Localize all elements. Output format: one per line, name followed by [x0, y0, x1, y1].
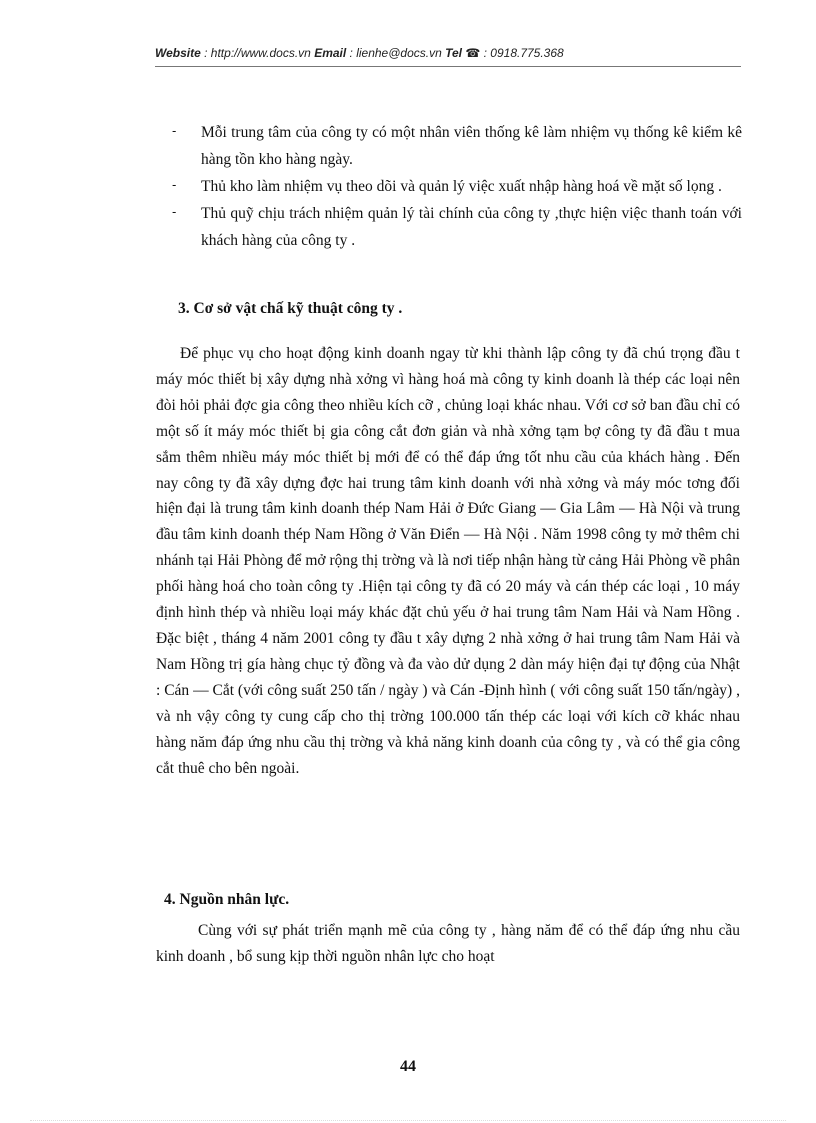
bullet-text: Thủ quỹ chịu trách nhiệm quản lý tài chính của công ty ,thực hiện việc thanh toán với khách hàng của công ty . [201, 205, 742, 249]
bullet-list [172, 119, 742, 254]
header-divider [155, 66, 741, 67]
bullet-item [172, 200, 742, 254]
section-3-paragraph: Để phục vụ cho hoạt động kinh doanh ngay từ khi thành lập công ty đã chú trọng đầu t máy móc thiết bị xây dựng nhà xởng vì hàng hoá mà công ty kinh doanh là thép các loại nên đòi hỏi phải đợc gia công theo nhiều kích cỡ , chủng loại khác nhau. Với cơ sở ban đầu chỉ có một số ít máy móc thiết bị gia công cắt đơn giản và nhà xởng tạm bợ công ty đã đầu t mua sắm thêm nhiều máy móc thiết bị mới để có thể đáp ứng tốt nhu cầu của khách hàng . Đến nay công ty đã xây dựng đợc hai trung tâm kinh doanh với nhà xởng và máy móc tơng đối hiện đại là trung tâm kinh doanh thép Nam Hải ở Đức Giang — Gia Lâm — Hà Nội và trung đầu tâm kinh doanh thép Nam Hồng ở Văn Điển — Hà Nội . Năm 1998 công ty mở thêm chi nhánh tại Hải Phòng để mở rộng thị trờng và là nơi tiếp nhận hàng từ cảng Hải Phòng về phân phối hàng hoá cho toàn công ty .Hiện tại công ty đã có 20 máy và cán thép các loại , 10 máy định hình thép và nhiều loại máy khác đặt chủ yếu ở hai trung tâm Nam Hải và Nam Hồng . Đặc biệt , tháng 4 năm 2001 công ty đầu t xây dựng 2 nhà xởng ở hai trung tâm Nam Hải và Nam Hồng trị gía hàng chục tỷ đồng và đa vào dử dụng 2 dàn máy hiện đại tự động của Nhật : Cán — Cắt (với công suất 250 tấn / ngày ) và Cán -Định hình ( với công suất 150 tấn/ngày) , và nh vậy công ty cung cấp cho thị trờng 100.000 tấn thép các loại với kích cỡ khác nhau hàng năm đáp ứng nhu cầu thị trờng và khả năng kinh doanh của công ty , và có thể gia công cắt thuê cho bên ngoài. [156, 345, 740, 777]
email-label: Email [314, 46, 347, 60]
page-bottom-divider [30, 1120, 786, 1121]
section-4-paragraph: Cùng với sự phát triển mạnh mẽ của công ty , hàng năm để có thể đáp ứng nhu cầu kinh doanh , bổ sung kịp thời nguồn nhân lực cho hoạt [156, 922, 740, 965]
dash-icon: - [172, 204, 177, 219]
bullet-item [172, 173, 742, 200]
bullet-text: Thủ kho làm nhiệm vụ theo dõi và quản lý việc xuất nhập hàng hoá về mặt số lọng . [201, 178, 722, 195]
dash-icon: - [172, 123, 177, 138]
dash-icon: - [172, 177, 177, 192]
tel-value: ☎ : 0918.775.368 [462, 46, 564, 60]
email-value: : lienhe@docs.vn [346, 46, 446, 60]
page-number: 44 [400, 1058, 416, 1075]
page-header [155, 46, 740, 60]
section-3-heading: 3. Cơ sở vật chấ kỹ thuật công ty . [178, 300, 403, 317]
website-label: Website [155, 46, 201, 60]
bullet-text: Mỗi trung tâm của công ty có một nhân viên thống kê làm nhiệm vụ thống kê kiểm kê hàng tồn kho hàng ngày. [201, 124, 742, 168]
bullet-item [172, 119, 742, 173]
website-value: : http://www.docs.vn [200, 46, 315, 60]
tel-label: Tel [445, 46, 463, 60]
section-4-heading: 4. Nguồn nhân lực. [164, 891, 290, 908]
